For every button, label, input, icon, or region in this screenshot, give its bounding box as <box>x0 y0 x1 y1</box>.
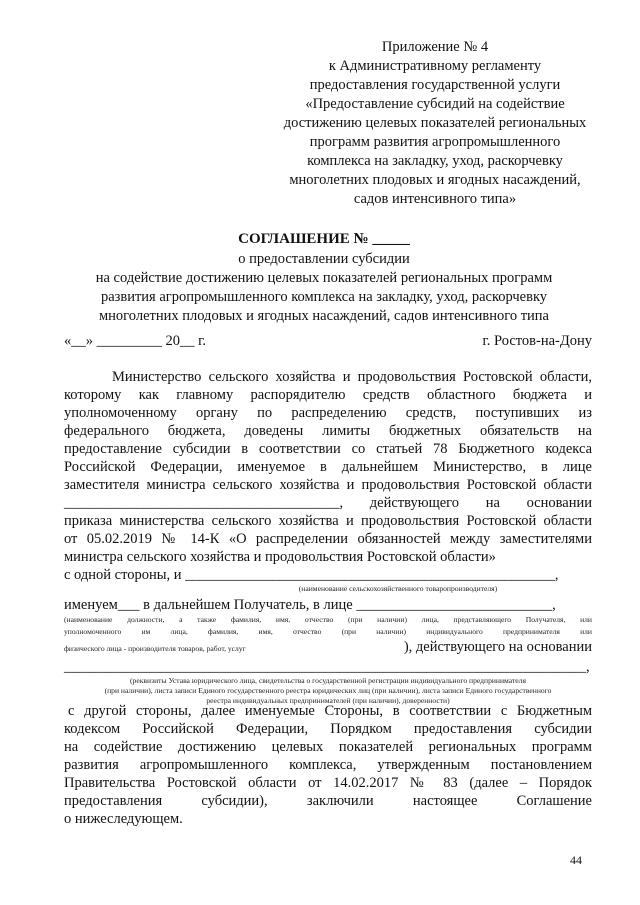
text-line: предоставление субсидии в соответствии со статьей 78 Бюджетного кодекса <box>64 441 592 457</box>
text-tail: ), действующего на основании <box>403 639 592 655</box>
annex-line: программ развития агропромышленного <box>309 134 561 150</box>
text-line: с одной стороны, и ___________________________________________________, <box>64 567 559 583</box>
text-line: от 05.02.2019 № 14-К «О распределении обязанностей между заместителями <box>64 531 592 547</box>
text-line: на содействие достижению целевых показателей региональных программ <box>64 739 592 755</box>
caption-text: физического лица - производителя товаров, работ, услуг <box>64 644 246 653</box>
text-line: ______________________________________, действующего на основании <box>64 495 592 511</box>
annex-line: комплекса на закладку, уход, раскорчевку <box>307 153 563 169</box>
caption-line: (наименование должности, а также фамилия, имя, отчество (при наличии) лица, представляющего Получателя, или <box>64 615 592 624</box>
text-line: с другой стороны, далее именуемые Стороны, в соответствии с Бюджетным <box>68 703 592 719</box>
named-recipient-block <box>64 596 592 656</box>
text-line: о нижеследующем. <box>64 811 183 827</box>
title-line: многолетних плодовых и ягодных насаждений, садов интенсивного типа <box>99 308 549 324</box>
text-line: предоставления субсидии), заключили настоящее Соглашение <box>64 793 592 809</box>
caption-line: уполномоченного им лица, фамилия, имя, отчество (при наличии) индивидуального предпринимателя или <box>64 627 592 636</box>
date-city-line <box>64 332 592 351</box>
title-line: развития агропромышленного комплекса на закладку, уход, раскорчевку <box>100 289 548 305</box>
annex-line: достижению целевых показателей региональных <box>283 115 587 131</box>
text-line: Правительства Ростовской области от 14.02.2017 № 83 (далее – Порядок <box>64 775 592 791</box>
other-side-line <box>64 566 592 594</box>
basis-block <box>64 658 592 706</box>
title-line: на содействие достижению целевых показателей региональных программ <box>95 270 553 286</box>
annex-line: садов интенсивного типа» <box>353 191 517 207</box>
annex-line: Приложение № 4 <box>381 39 489 55</box>
paragraph-ministry <box>64 368 592 566</box>
text-line: уполномоченному органу по распределению средств, поступивших из <box>64 405 592 421</box>
text-line: федерального бюджета, доведены лимиты бюджетных обязательств на <box>64 423 592 439</box>
annex-header <box>255 38 615 209</box>
caption-line: (при наличии), листа записи Единого государственного реестра юридических лиц (при наличии), листа записи Единого государственного <box>104 686 552 695</box>
caption-line: (реквизиты Устава юридического лица, свидетельства о государственной регистрации индивидуального предпринимателя <box>130 676 526 685</box>
paragraph-parties <box>64 702 592 828</box>
page-number: 44 <box>570 853 582 867</box>
text-line: заместителя министра сельского хозяйства и продовольствия Ростовской области <box>64 477 592 493</box>
caption-line: реестра индивидуальных предпринимателей (при наличии), доверенности) <box>206 696 450 705</box>
agreement-title-block <box>56 230 592 326</box>
annex-line: к Административному регламенту <box>328 58 542 74</box>
text-line: Министерство сельского хозяйства и продовольствия Ростовской области, <box>112 369 592 385</box>
text-line: ________________________________________________________________________, <box>64 659 590 675</box>
recipient-caption: (наименование сельскохозяйственного товаропроизводителя) <box>298 584 498 593</box>
text-line: именуем___ в дальнейшем Получатель, в лице ___________________________, <box>64 597 556 613</box>
annex-line: предоставления государственной услуги <box>309 77 561 93</box>
caption-line <box>64 638 592 656</box>
agreement-city: г. Ростов-на-Дону <box>482 333 592 349</box>
title-line: о предоставлении субсидии <box>238 251 410 267</box>
text-line: Российской Федерации, именуемое в дальнейшем Министерство, в лице <box>64 459 592 475</box>
text-line: которому как главному распорядителю средств областного бюджета и <box>64 387 592 403</box>
annex-line: многолетних плодовых и ягодных насаждений, <box>289 172 581 188</box>
text-line: министра сельского хозяйства и продовольствия Ростовской области» <box>64 549 496 565</box>
agreement-date: «__» _________ 20__ г. <box>64 333 207 349</box>
text-line: приказа министерства сельского хозяйства и продовольствия Ростовской области <box>64 513 592 529</box>
agreement-title: СОГЛАШЕНИЕ № _____ <box>238 231 410 247</box>
annex-line: «Предоставление субсидий на содействие <box>305 96 565 112</box>
text-line: развития агропромышленного комплекса, утвержденным постановлением <box>64 757 592 773</box>
text-line: кодексом Российской Федерации, Порядком предоставления субсидии <box>64 721 592 737</box>
